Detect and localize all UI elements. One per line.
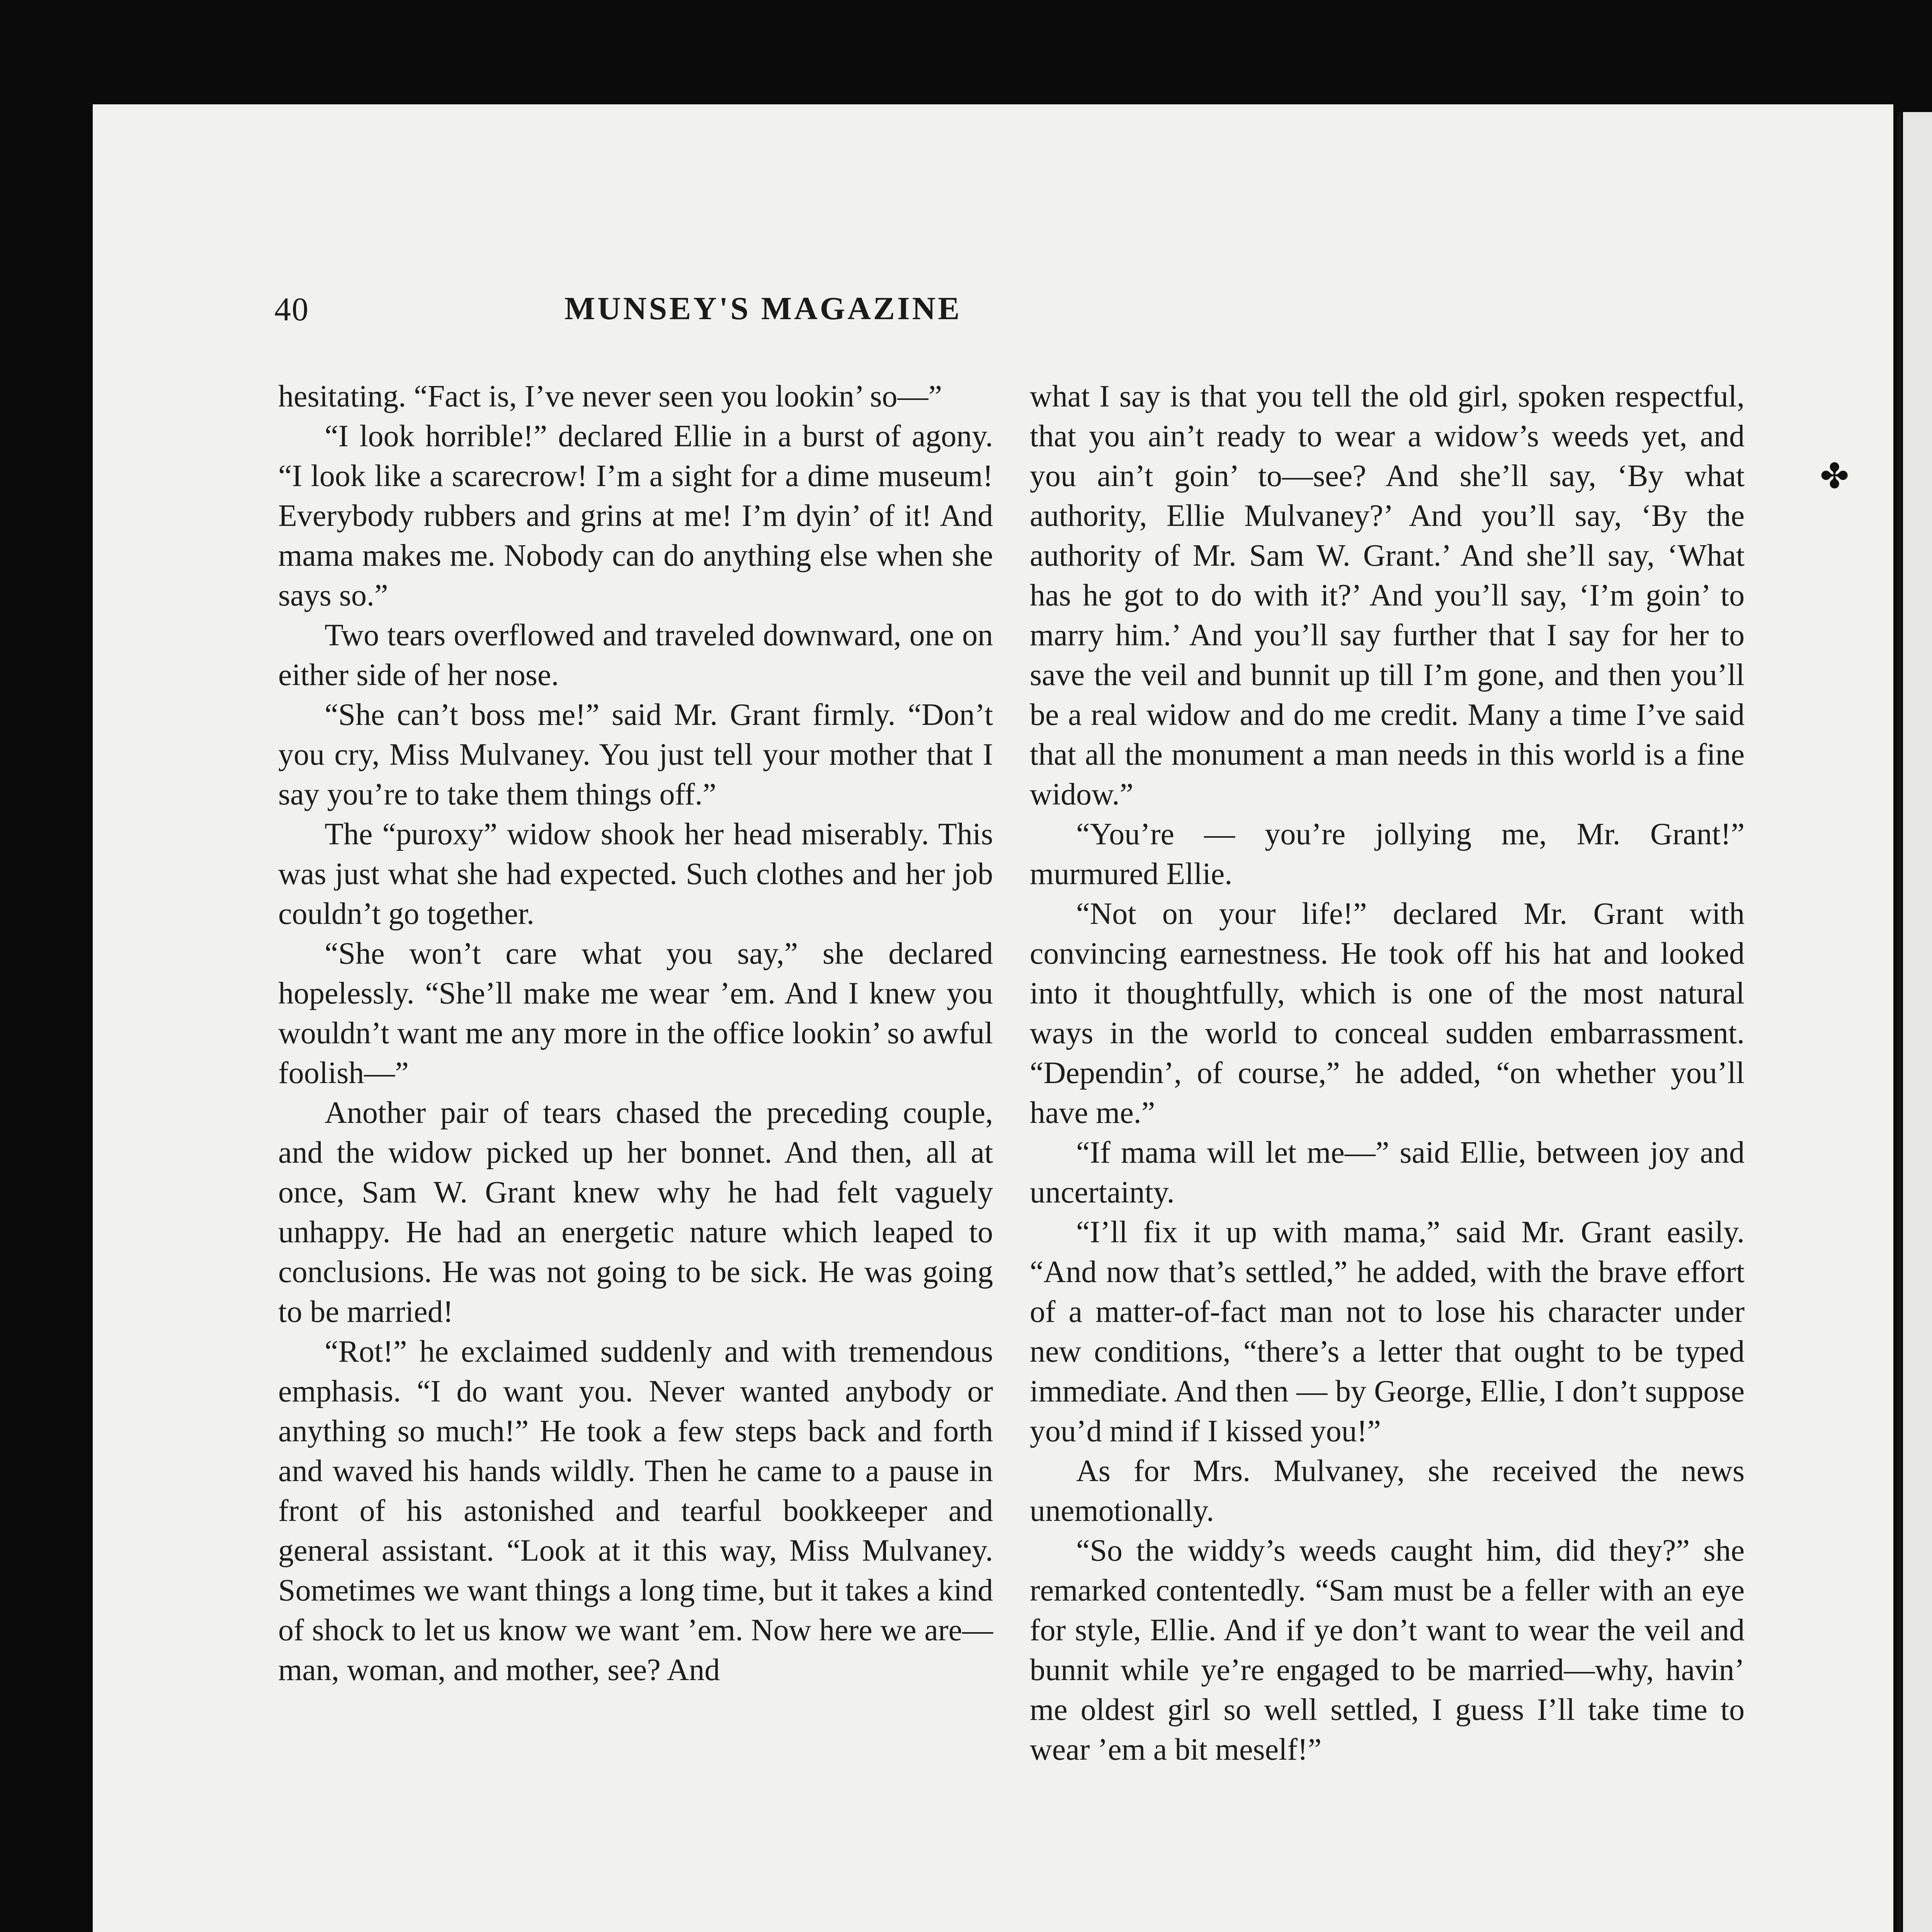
page-number: 40	[274, 291, 309, 328]
story-paragraph: The “puroxy” widow shook her head miserably. This was just what she had expected. Such clothes and her job couldn’t go together.	[278, 817, 993, 931]
story-paragraph: “I look horrible!” declared Ellie in a burst of agony. “I look like a scarecrow! I’m a sight for a dime museum! Everybody rubbers and grins at me! I’m dyin’ of it! And mama makes me. Nobody can do anything else when she says so.”	[278, 419, 993, 612]
story-paragraph: “I’ll fix it up with mama,” said Mr. Grant easily. “And now that’s settled,” he added, with the brave effort of a matter-of-fact man not to lose his character under new conditions, “there’s a letter that ought to be typed immediate. And then — by George, Ellie, I don’t suppose you’d mind if I kissed you!”	[1030, 1215, 1745, 1448]
story-paragraph: As for Mrs. Mulvaney, she received the news unemotionally.	[1030, 1454, 1745, 1528]
story-paragraph: hesitating. “Fact is, I’ve never seen you lookin’ so—”	[278, 379, 942, 413]
story-paragraph: “You’re — you’re jollying me, Mr. Grant!” murmured Ellie.	[1030, 817, 1745, 891]
magazine-title: MUNSEY'S MAGAZINE	[564, 291, 962, 327]
story-paragraph: “So the widdy’s weeds caught him, did they?” she remarked contentedly. “Sam must be a feller with an eye for style, Ellie. And if ye don’t want to wear the veil and bunnit while ye’re engaged to be married—why, havin’ me oldest girl so well settled, I guess I’ll take time to wear ’em a bit meself!”	[1030, 1534, 1745, 1767]
story-paragraph: “Not on your life!” declared Mr. Grant with convincing earnestness. He took off his hat and looked into it thoughtfully, which is one of the most natural ways in the world to conceal sudden embarrassment. “Dependin’, of course,” he added, “on whether you’ll have me.”	[1030, 897, 1745, 1130]
story-paragraph: Another pair of tears chased the preceding couple, and the widow picked up her bonnet. And then, all at once, Sam W. Grant knew why he had felt vaguely unhappy. He had an energetic nature which leaped to conclusions. He was not going to be sick. He was going to be married!	[278, 1096, 993, 1329]
ornament-icon: ✤	[1820, 456, 1849, 497]
story-paragraph: Two tears overflowed and traveled downward, one on either side of her nose.	[278, 618, 993, 692]
story-column-right	[1030, 377, 1745, 1770]
story-paragraph: “She won’t care what you say,” she declared hopelessly. “She’ll make me wear ’em. And I knew you wouldn’t want me any more in the office lookin’ so awful foolish—”	[278, 937, 993, 1090]
running-head	[274, 290, 1252, 340]
story-paragraph: “She can’t boss me!” said Mr. Grant firmly. “Don’t you cry, Miss Mulvaney. You just tell your mother that I say you’re to take them things off.”	[278, 698, 993, 811]
story-paragraph: what I say is that you tell the old girl, spoken respectful, that you ain’t ready to wear a widow’s weeds yet, and you ain’t goin’ to—see? And she’ll say, ‘By what authority, Ellie Mulvaney?’ And you’ll say, ‘By the authority of Mr. Sam W. Grant.’ And she’ll say, ‘What has he got to do with it?’ And you’ll say, ‘I’m goin’ to marry him.’ And you’ll say further that I say for her to save the veil and bunnit up till I’m gone, and then you’ll be a real widow and do me credit. Many a time I’ve said that all the monument a man needs in this world is a fine widow.”	[1030, 379, 1745, 811]
story-paragraph: “Rot!” he exclaimed suddenly and with tremendous emphasis. “I do want you. Never wanted anybody or anything so much!” He took a few steps back and forth and waved his hands wildly. Then he came to a pause in front of his astonished and tearful bookkeeper and general assistant. “Look at it this way, Miss Mulvaney. Sometimes we want things a long time, but it takes a kind of shock to let us know we want ’em. Now here we are—man, woman, and mother, see? And	[278, 1335, 993, 1687]
page-gutter	[1897, 112, 1901, 1932]
story-column-left	[278, 377, 993, 1690]
adjacent-page-edge	[1903, 112, 1932, 1932]
story-paragraph: “If mama will let me—” said Ellie, between joy and uncertainty.	[1030, 1136, 1745, 1209]
